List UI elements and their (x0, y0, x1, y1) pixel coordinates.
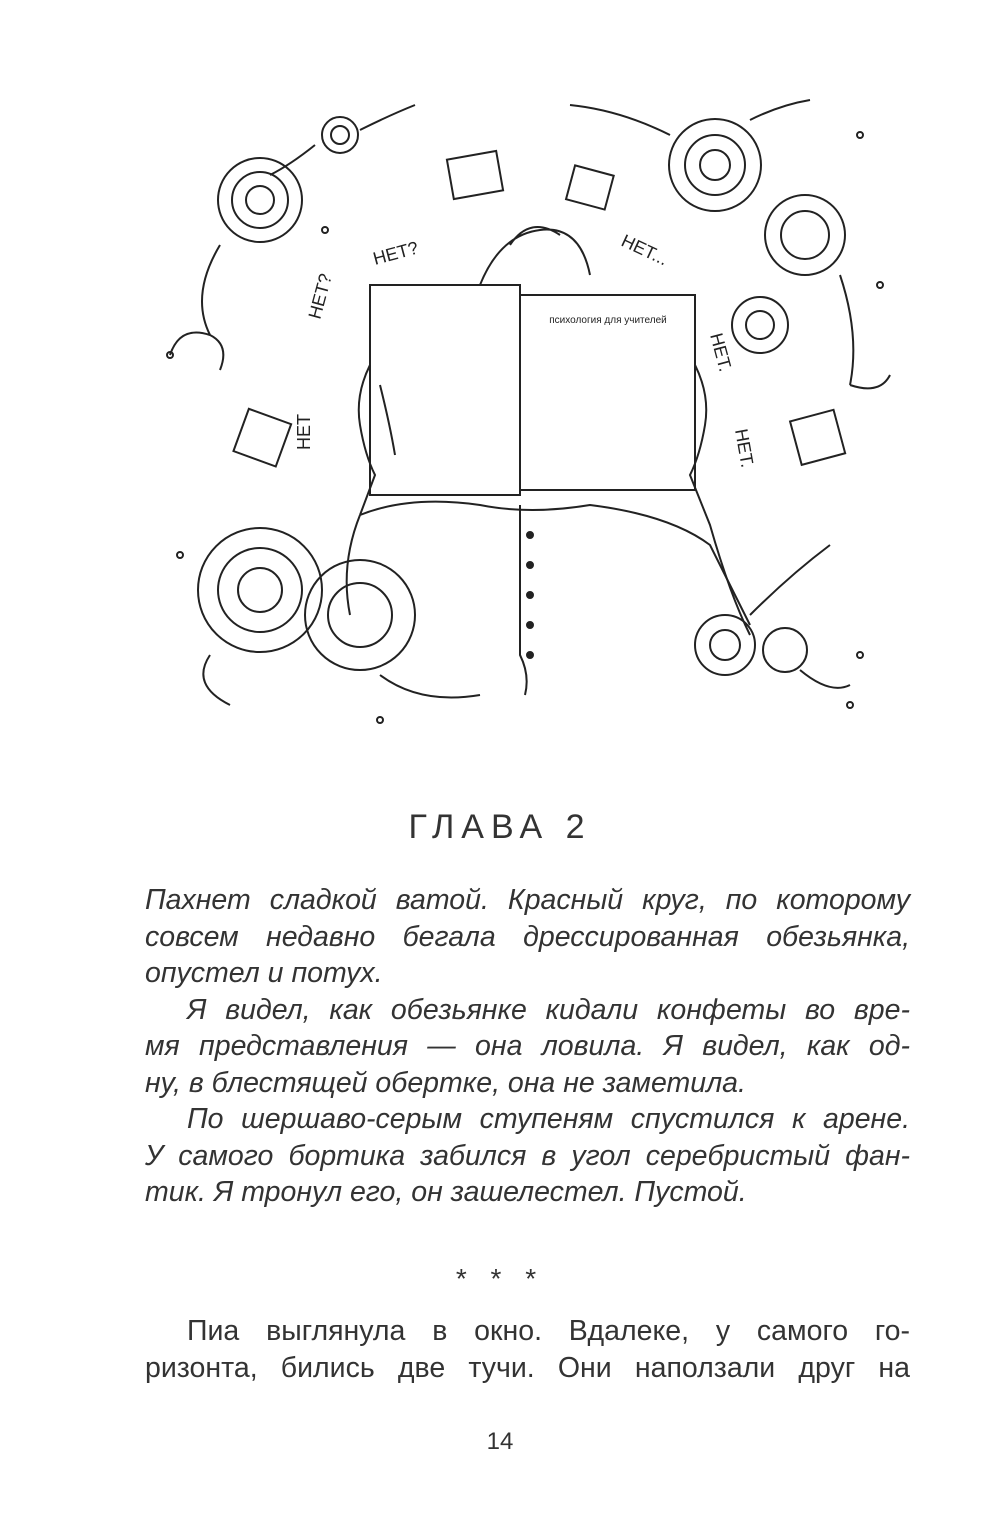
italic-passage (145, 882, 910, 1211)
scribble-net-4: НЕТ (294, 414, 314, 450)
decorative-dots (167, 132, 883, 723)
peony-flower-top-small (270, 105, 415, 175)
scribble-net-1: НЕТ? (370, 237, 421, 269)
girl-hair (480, 227, 590, 285)
scribble-net-5: НЕТ. (706, 330, 736, 374)
scribble-net-2: НЕТ... (618, 230, 672, 270)
text-line: ну, в блестящей обертке, она не заметила. (145, 1066, 746, 1099)
regular-passage (145, 1313, 910, 1386)
peony-flower-bottom-right (695, 545, 850, 688)
girl-hands (359, 365, 750, 635)
peony-flower-bottom-left (198, 528, 480, 705)
scribble-net-3: НЕТ? (304, 271, 336, 322)
text-line: опустел и потух. (145, 957, 383, 989)
text-line: Я видел, как обезьянке кидали конфеты во вре- (187, 993, 910, 1026)
peony-flower-top-left (170, 158, 302, 370)
text-line: Пиа выглянула в окно. Вдалеке, у самого го- (187, 1315, 910, 1347)
text-line: мя представления — она ловила. Я видел, как од- (145, 1030, 910, 1062)
page-number: 14 (486, 1428, 514, 1455)
chapter-illustration (150, 95, 900, 745)
text-line: ризонта, бились две тучи. Они наползали друг на (145, 1351, 910, 1384)
scribble-net-6: НЕТ. (731, 427, 758, 470)
text-line: совсем недавно бегала дрессированная обезьянка, (145, 920, 910, 953)
peony-flower-right (732, 195, 890, 388)
girl-blouse (347, 502, 750, 695)
text-line: Пахнет сладкой ватой. Красный круг, по которому (145, 884, 910, 916)
peony-flower-top-right (570, 100, 810, 211)
text-line: По шершаво-серым ступеням спустился к арене. (187, 1103, 910, 1135)
book-cover-title: психология для учителей (549, 315, 667, 326)
text-line: тик. Я тронул его, он зашелестел. Пустой. (145, 1176, 747, 1208)
section-separator: * * * (455, 1263, 545, 1294)
chapter-title: ГЛАВА 2 (408, 808, 592, 846)
text-line: У самого бортика забился в угол серебристый фан- (145, 1139, 910, 1172)
